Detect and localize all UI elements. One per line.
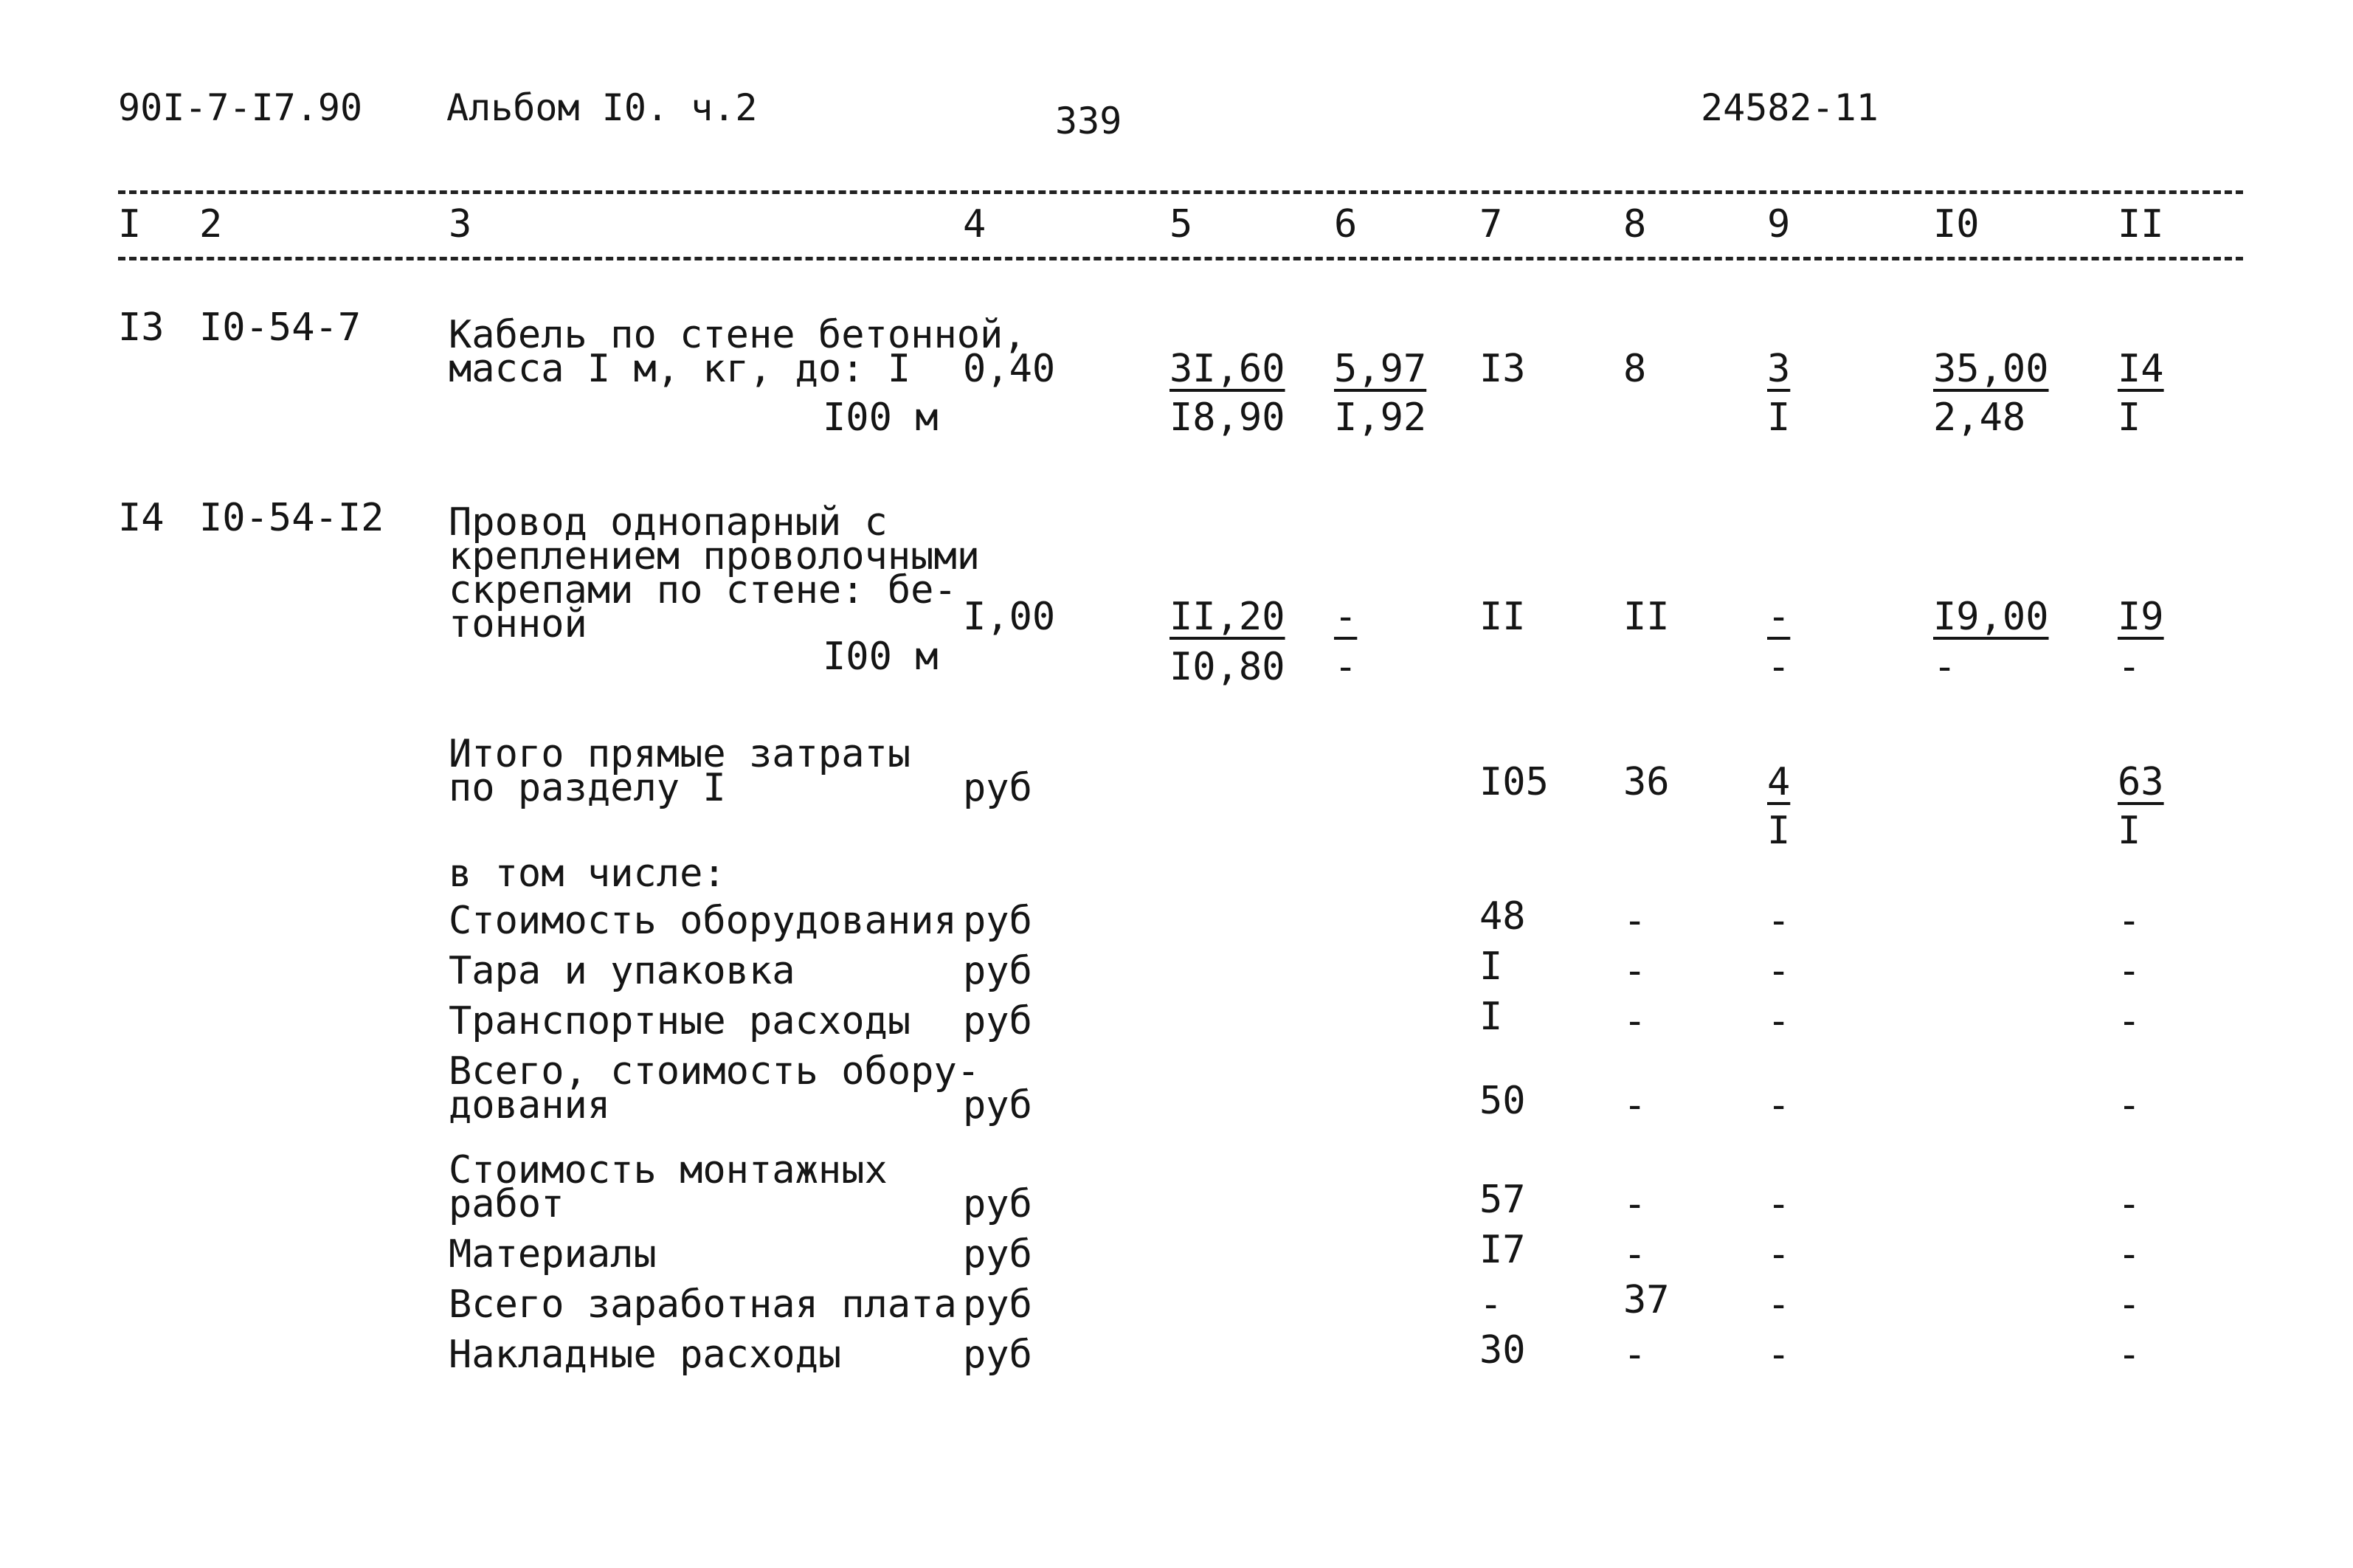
total-machinery: 4 (1767, 760, 1791, 804)
album-label: Альбом I0. ч.2 (446, 86, 758, 129)
column-header: I0 (1933, 202, 1980, 246)
item-labor: - (2118, 999, 2141, 1043)
row-unit: I00 м (823, 396, 939, 440)
row-quantity: I,00 (963, 595, 1056, 639)
item-unit: руб (963, 949, 1032, 993)
column-header: 3 (449, 202, 472, 246)
item-machinery: - (1767, 1182, 1791, 1226)
total-cost: I3 (1479, 347, 1526, 391)
item-unit: руб (963, 899, 1032, 943)
item-labor: - (2118, 1083, 2141, 1127)
unit-cost-total: 3I,60 (1169, 347, 1285, 391)
labor-machinist-per-unit: 2,48 (1933, 396, 2026, 440)
wages-total: II (1623, 595, 1670, 639)
header-rule-bottom (118, 257, 2243, 260)
total-labor: 63 (2118, 760, 2164, 804)
machinery-wages-total: I (1767, 396, 1791, 440)
row-description: Провод однопарный с (449, 500, 888, 545)
item-machinery: - (1767, 1333, 1791, 1377)
machinery-wages: - (1334, 645, 1358, 689)
item-unit: руб (963, 1232, 1032, 1277)
machinery-cost: - (1334, 595, 1358, 639)
item-wages: - (1623, 1333, 1647, 1377)
item-unit: руб (963, 1083, 1032, 1127)
row-description: креплением проволочными (449, 534, 981, 578)
item-machinery: - (1767, 1232, 1791, 1277)
item-unit: руб (963, 999, 1032, 1043)
item-labor: - (2118, 1333, 2141, 1377)
item-label: Всего, стоимость обору- (449, 1049, 981, 1094)
item-label: Тара и упаковка (449, 949, 795, 993)
column-header: I (118, 202, 142, 246)
column-header: 7 (1479, 202, 1503, 246)
labor-per-unit: I9,00 (1933, 595, 2049, 639)
item-cost: 57 (1479, 1178, 1526, 1222)
row-quantity: 0,40 (963, 347, 1056, 391)
column-header: 2 (199, 202, 223, 246)
column-header: 4 (963, 202, 987, 246)
unit-cost-wages: I0,80 (1169, 645, 1285, 689)
item-machinery: - (1767, 1083, 1791, 1127)
rate-code: I0-54-I2 (199, 496, 384, 540)
item-label: Материалы (449, 1232, 657, 1277)
item-label: Транспортные расходы (449, 999, 911, 1043)
total-unit: руб (963, 766, 1032, 810)
total-cost: II (1479, 595, 1526, 639)
total-machinery-wages: I (1767, 809, 1791, 853)
item-machinery: - (1767, 999, 1791, 1043)
item-cost: 30 (1479, 1328, 1526, 1372)
item-wages: - (1623, 1083, 1647, 1127)
machinery-wages: I,92 (1334, 396, 1427, 440)
labor-per-unit: 35,00 (1933, 347, 2049, 391)
item-cost: I7 (1479, 1228, 1526, 1272)
item-unit: руб (963, 1282, 1032, 1327)
document-code: 90I-7-I7.90 (118, 86, 363, 129)
item-cost: I (1479, 995, 1503, 1039)
inventory-number: 24582-11 (1701, 86, 1879, 129)
item-machinery: - (1767, 949, 1791, 993)
total-labor-machinist: I (2118, 809, 2141, 853)
row-number: I4 (118, 496, 165, 540)
item-machinery: - (1767, 1282, 1791, 1327)
row-description: скрепами по стене: бе- (449, 568, 957, 612)
labor-total: I4 (2118, 347, 2164, 391)
item-labor: - (2118, 1282, 2141, 1327)
column-header: 6 (1334, 202, 1358, 246)
item-unit: руб (963, 1333, 1032, 1377)
item-cost: I (1479, 944, 1503, 989)
item-cost: 48 (1479, 894, 1526, 939)
item-unit: руб (963, 1182, 1032, 1226)
column-header: 8 (1623, 202, 1647, 246)
total-wages: 36 (1623, 760, 1670, 804)
unit-cost-total: II,20 (1169, 595, 1285, 639)
row-description: тонной (449, 602, 587, 646)
item-wages: - (1623, 999, 1647, 1043)
item-machinery: - (1767, 899, 1791, 943)
item-wages: - (1623, 899, 1647, 943)
item-wages: 37 (1623, 1278, 1670, 1322)
row-description: Кабель по стене бетонной, (449, 313, 1026, 357)
total-label: Итого прямые затраты (449, 732, 911, 776)
unit-cost-wages: I8,90 (1169, 396, 1285, 440)
item-wages: - (1623, 1182, 1647, 1226)
total-cost: I05 (1479, 760, 1549, 804)
header-rule-top (118, 190, 2243, 194)
including-label: в том числе: (449, 852, 726, 896)
machinery-wages-total: - (1767, 645, 1791, 689)
item-wages: - (1623, 949, 1647, 993)
item-cost: - (1479, 1282, 1503, 1327)
labor-machinist-total: - (2118, 645, 2141, 689)
row-description: масса I м, кг, до: I (449, 347, 911, 391)
item-cost: 50 (1479, 1079, 1526, 1123)
labor-machinist-total: I (2118, 396, 2141, 440)
labor-total: I9 (2118, 595, 2164, 639)
column-header: 5 (1169, 202, 1193, 246)
rate-code: I0-54-7 (199, 305, 362, 350)
row-unit: I00 м (823, 635, 939, 679)
item-label: Накладные расходы (449, 1333, 842, 1377)
item-labor: - (2118, 899, 2141, 943)
total-label: по разделу I (449, 766, 726, 810)
wages-total: 8 (1623, 347, 1647, 391)
labor-machinist-per-unit: - (1933, 645, 1957, 689)
column-header: II (2118, 202, 2164, 246)
page-number: 339 (1055, 100, 1122, 142)
item-labor: - (2118, 1232, 2141, 1277)
machinery-total: - (1767, 595, 1791, 639)
row-number: I3 (118, 305, 165, 350)
column-header: 9 (1767, 202, 1791, 246)
item-label: Стоимость монтажных (449, 1148, 888, 1192)
machinery-cost: 5,97 (1334, 347, 1427, 391)
item-labor: - (2118, 1182, 2141, 1226)
machinery-total: 3 (1767, 347, 1791, 391)
item-label: Стоимость оборудования (449, 899, 957, 943)
item-labor: - (2118, 949, 2141, 993)
item-label: Всего заработная плата (449, 1282, 957, 1327)
item-label: дования (449, 1083, 611, 1127)
item-wages: - (1623, 1232, 1647, 1277)
item-label: работ (449, 1182, 564, 1226)
